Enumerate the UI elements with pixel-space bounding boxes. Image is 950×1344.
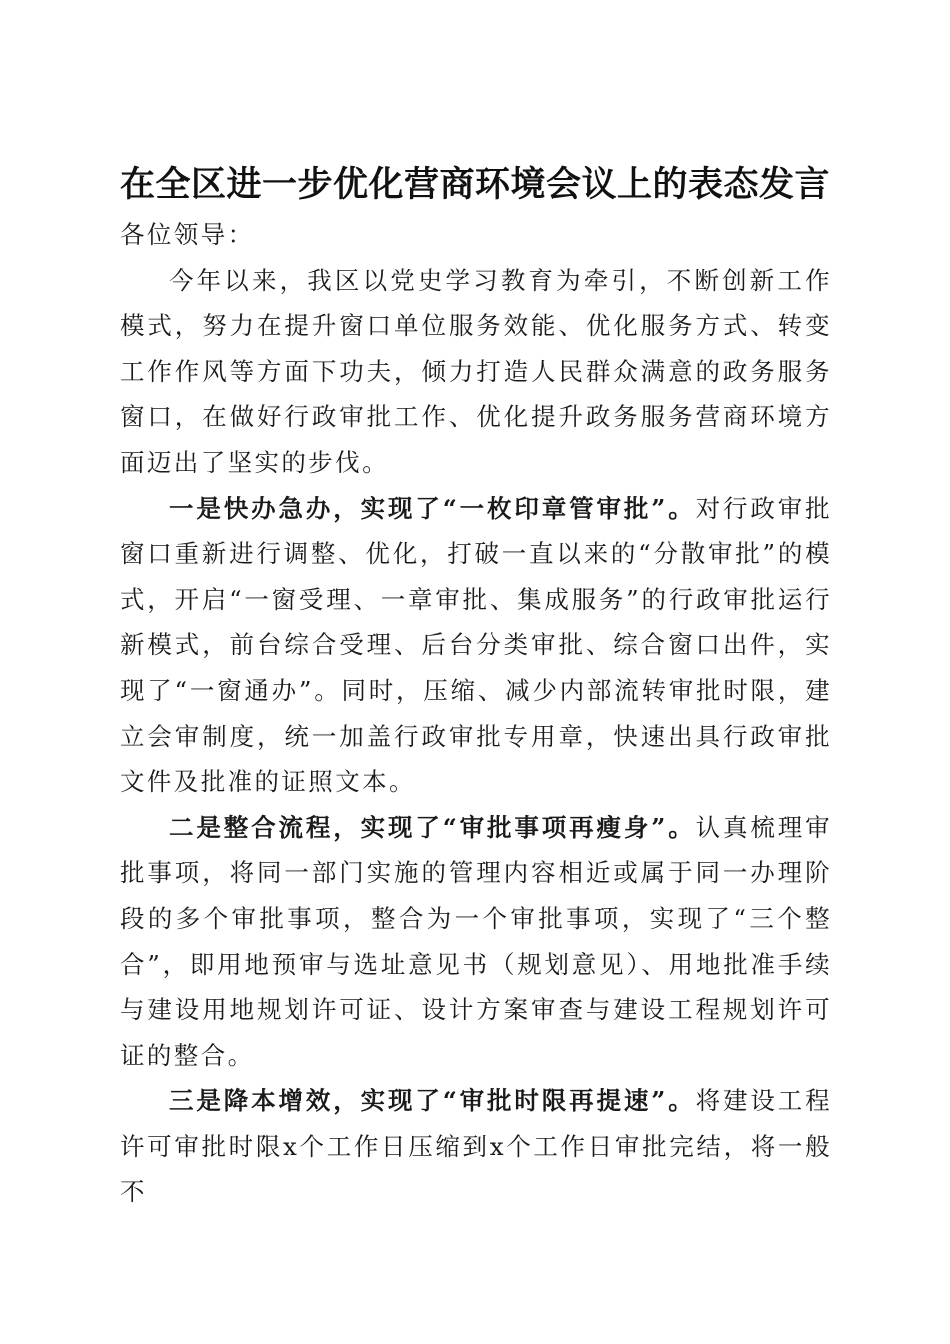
section-paragraph-3: [120, 1078, 832, 1215]
section-lead-2: 二是整合流程，实现了“审批事项再瘦身”。: [169, 812, 696, 842]
document-body: [120, 212, 832, 1215]
intro-paragraph: 今年以来，我区以党史学习教育为牵引，不断创新工作模式，努力在提升窗口单位服务效能、优化服务方式、转变工作作风等方面下功夫，倾力打造人民群众满意的政务服务窗口，在做好行政审批工作、优化提升政务服务营商环境方面迈出了坚实的步伐。: [120, 265, 832, 477]
section-paragraph-2: [120, 805, 832, 1079]
section-paragraph-1: [120, 486, 832, 805]
section-text-2: 认真梳理审批事项，将同一部门实施的管理内容相近或属于同一办理阶段的多个审批事项，整合为一个审批事项，实现了“三个整合”，即用地预审与选址意见书（规划意见）、用地批准手续与建设用地规划许可证、设计方案审查与建设工程规划许可证的整合。: [120, 812, 832, 1070]
section-text-3: 将建设工程许可审批时限x个工作日压缩到x个工作日审批完结，将一般不: [120, 1086, 832, 1207]
document-title: 在全区进一步优化营商环境会议上的表态发言: [119, 164, 830, 206]
section-lead-1: 一是快办急办，实现了“一枚印章管审批”。: [169, 493, 696, 523]
section-text-1: 对行政审批窗口重新进行调整、优化，打破一直以来的“分散审批”的模式，开启“一窗受理、一章审批、集成服务”的行政审批运行新模式，前台综合受理、后台分类审批、综合窗口出件，实现了“一窗通办”。同时，压缩、减少内部流转审批时限，建立会审制度，统一加盖行政审批专用章，快速出具行政审批文件及批准的证照文本。: [120, 493, 832, 797]
section-lead-3: 三是降本增效，实现了“审批时限再提速”。: [169, 1086, 696, 1116]
salutation: 各位领导：: [120, 220, 255, 249]
